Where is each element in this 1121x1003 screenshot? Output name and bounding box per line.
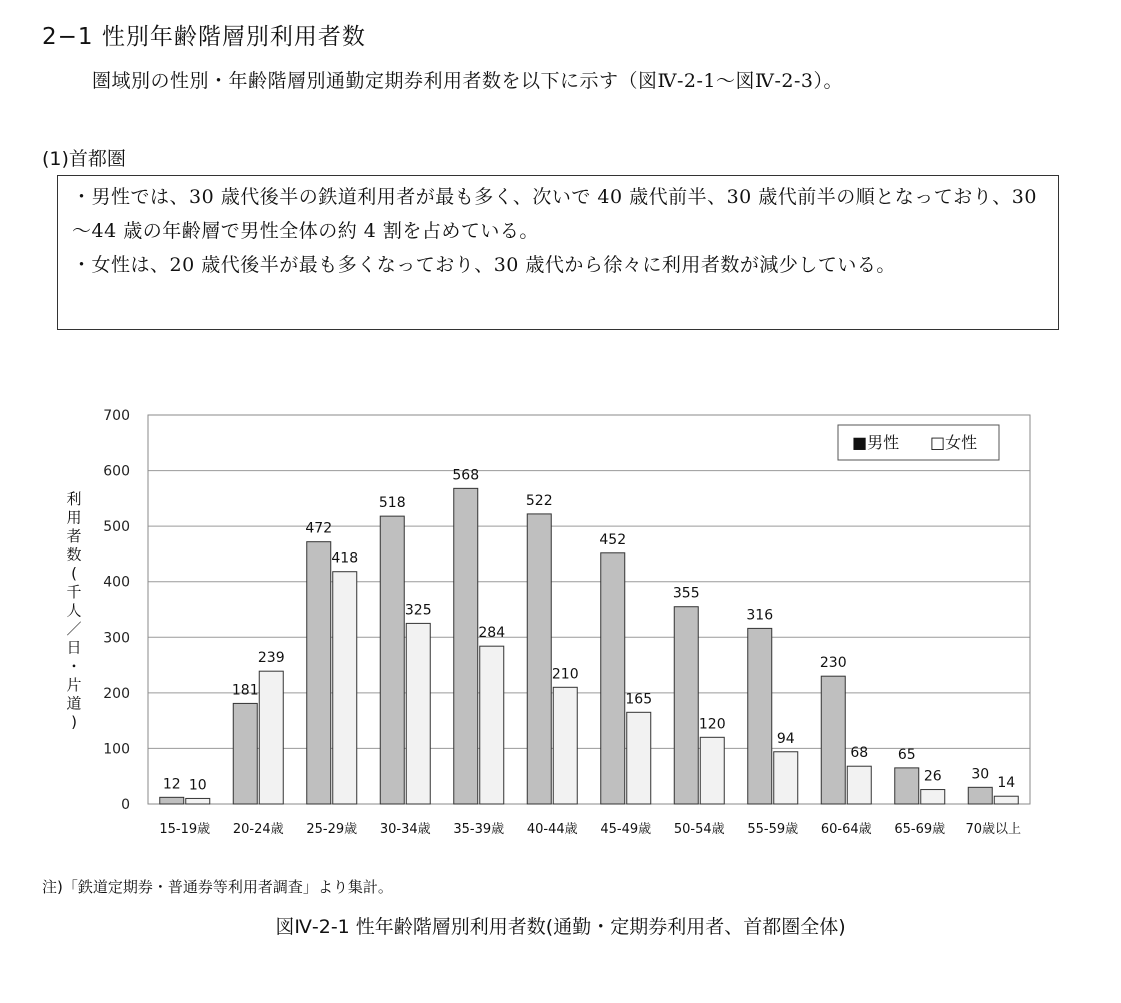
data-label: 518 [378,495,406,512]
bar-female [627,712,651,804]
y-axis-label-char: ( [71,564,77,583]
x-tick-label: 40-44歳 [526,822,578,837]
bar-male [160,797,184,804]
data-label: 325 [404,602,432,619]
x-tick-label: 45-49歳 [600,822,652,837]
bar-male [527,514,551,804]
data-label: 14 [997,775,1016,792]
data-label: 94 [776,730,795,747]
bar-female [186,798,210,804]
subsection-title: (1)首都圏 [42,148,126,170]
data-label: 68 [850,745,869,762]
data-label: 10 [188,777,207,794]
y-tick-label: 400 [103,574,130,591]
x-tick-label: 50-54歳 [673,822,725,837]
data-label: 165 [625,691,653,708]
y-axis-label-char: 片 [66,675,82,694]
y-axis-label-char: 千 [66,582,82,601]
y-axis-label-char: ・ [66,657,82,676]
data-label: 65 [897,746,916,763]
bar-female [994,796,1018,804]
source-note: 注)「鉄道定期券・普通券等利用者調査」より集計。 [42,878,393,896]
bar-male [968,787,992,804]
summary-bullet-male: ・男性では、30 歳代後半の鉄道利用者が最も多く、次いで 40 歳代前半、30 歳代前半の順となっており、30～44 歳の年齢層で男性全体の約 4 割を占めている。 [72,186,1037,242]
bar-male [307,542,331,804]
x-tick-label: 30-34歳 [379,822,431,837]
intro-text: 圏域別の性別・年齢階層別通勤定期券利用者数を以下に示す（図Ⅳ-2-1～図Ⅳ-2-3）。 [92,70,843,92]
y-axis-label-char: 者 [66,527,82,546]
bar-female [406,623,430,804]
data-label: 26 [923,768,942,785]
data-label: 30 [971,766,990,783]
x-tick-label: 25-29歳 [306,822,358,837]
y-axis-label-char: 数 [66,545,82,564]
x-tick-label: 65-69歳 [894,822,946,837]
data-label: 230 [819,655,847,672]
legend-item-male: ■男性 [852,433,900,452]
bar-male [233,703,257,804]
data-label: 522 [525,492,553,509]
y-axis-label-char: 利 [66,489,82,508]
data-label: 472 [305,520,333,537]
x-tick-label: 15-19歳 [159,822,211,837]
bar-male [895,768,919,804]
y-axis-label-char: 日 [66,638,82,657]
bar-male [748,628,772,804]
legend-item-female: □女性 [930,433,978,452]
data-label: 316 [746,607,774,624]
bar-female [480,646,504,804]
y-axis-label-char: 道 [66,694,82,713]
bar-female [259,671,283,804]
data-label: 568 [452,467,480,484]
bar-female [774,752,798,804]
y-tick-label: 100 [103,741,130,758]
figure-caption: 図Ⅳ-2-1 性年齢階層別利用者数(通勤・定期券利用者、首都圏全体) [275,916,846,938]
bar-female [333,572,357,804]
summary-bullet-female: ・女性は、20 歳代後半が最も多くなっており、30 歳代から徐々に利用者数が減少している。 [72,254,896,276]
y-axis-label-char: 用 [66,508,82,527]
data-label: 355 [672,585,700,602]
y-tick-label: 700 [103,408,130,424]
bar-female [700,737,724,804]
section-title: 2−1 性別年齢階層別利用者数 [42,24,366,50]
y-tick-label: 500 [103,519,130,536]
data-label: 120 [698,716,726,733]
x-tick-label: 60-64歳 [820,822,872,837]
y-tick-label: 0 [121,797,130,813]
data-label: 181 [231,682,259,699]
y-tick-label: 200 [103,685,130,702]
x-tick-label: 70歳以上 [965,822,1022,837]
x-tick-label: 20-24歳 [232,822,284,837]
x-tick-label: 35-39歳 [453,822,505,837]
y-tick-label: 300 [103,630,130,647]
bar-female [553,687,577,804]
bar-male [454,488,478,804]
bar-female [921,790,945,804]
data-label: 452 [599,531,627,548]
data-label: 12 [162,776,181,793]
bar-male [380,516,404,804]
y-axis-label-char: 人 [66,601,82,620]
y-axis-label-char: ／ [66,620,82,639]
x-tick-label: 55-59歳 [747,822,799,837]
y-axis-label-char: ) [71,713,77,732]
bar-female [847,766,871,804]
bar-male [674,607,698,804]
bar-male [821,676,845,804]
data-label: 284 [478,625,506,642]
data-label: 239 [257,650,285,667]
data-label: 210 [551,666,579,683]
bar-male [601,553,625,804]
y-tick-label: 600 [103,463,130,480]
data-label: 418 [331,550,359,567]
